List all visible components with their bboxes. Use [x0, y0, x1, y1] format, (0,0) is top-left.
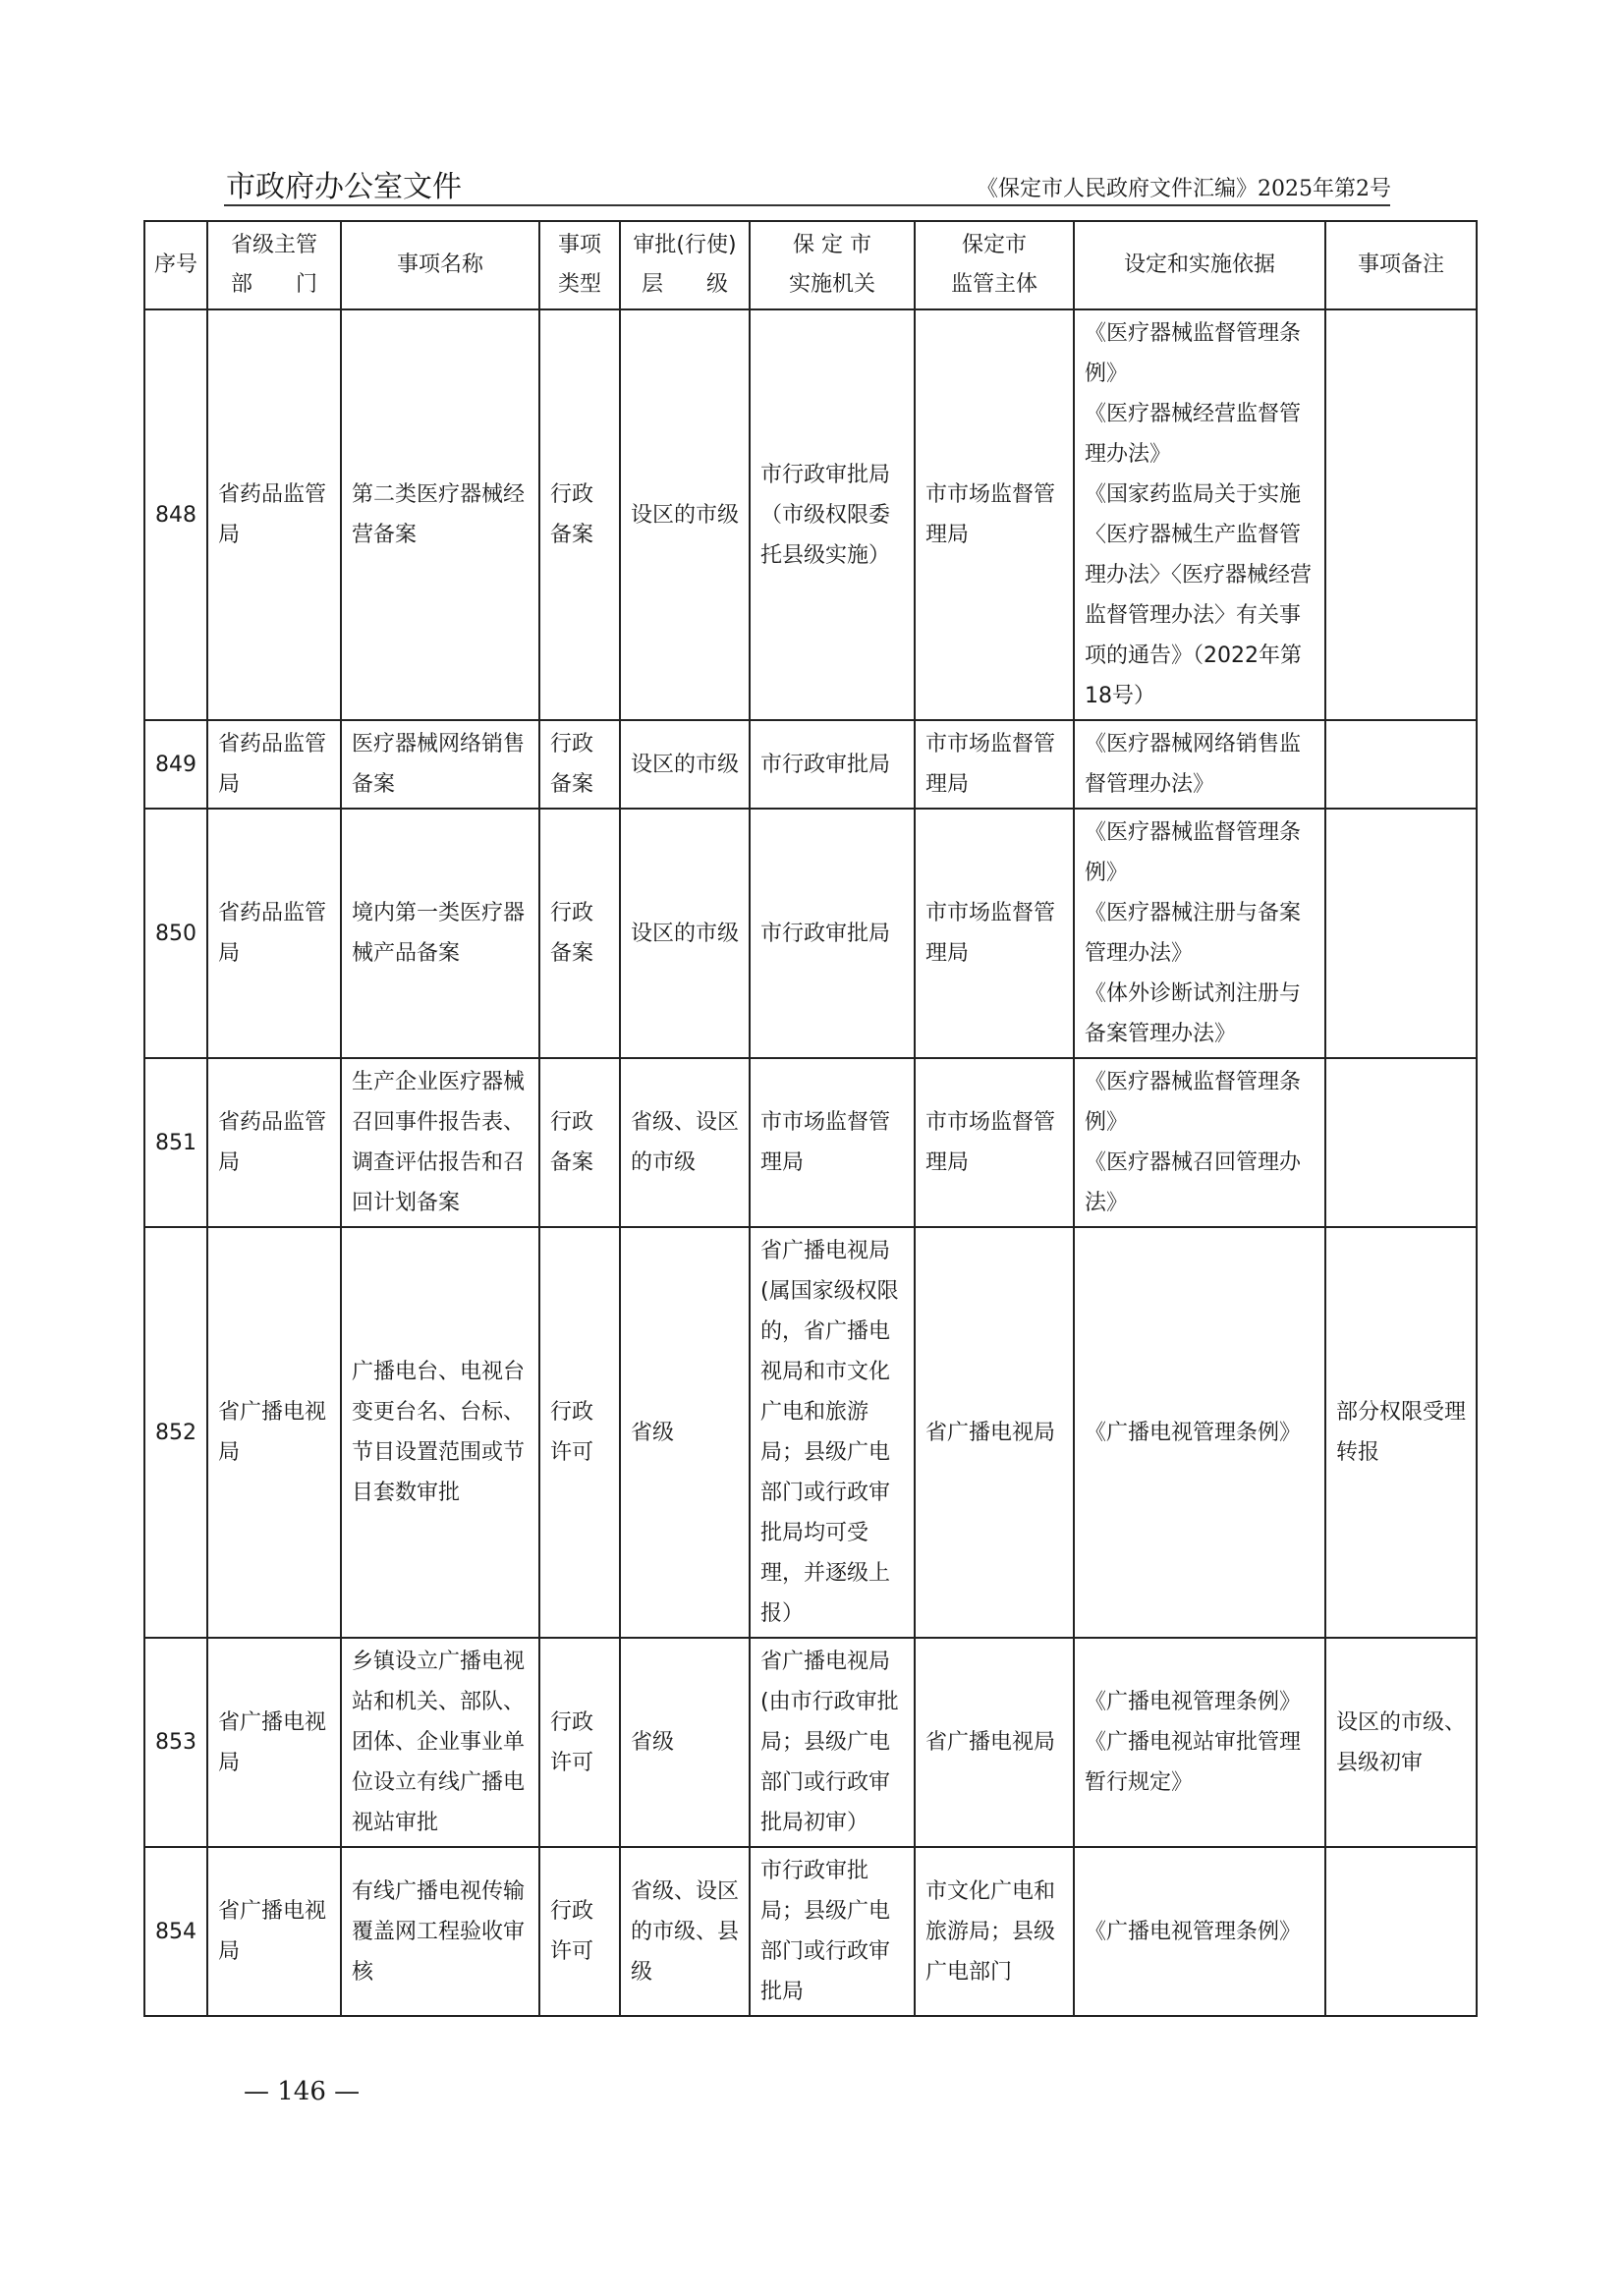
cell-dept: 省药品监管局 [207, 809, 341, 1058]
cell-level: 设区的市级 [620, 720, 750, 809]
cell-supervisor: 市市场监督管理局 [915, 1058, 1074, 1227]
cell-remark [1325, 1058, 1477, 1227]
cell-dept: 省广播电视局 [207, 1847, 341, 2016]
cell-level: 省级、设区的市级、县级 [620, 1847, 750, 2016]
col-header-remark: 事项备注 [1325, 221, 1477, 309]
cell-no: 850 [144, 809, 207, 1058]
table-row [144, 720, 1477, 809]
cell-dept: 省广播电视局 [207, 1227, 341, 1638]
cell-no: 854 [144, 1847, 207, 2016]
table-row [144, 809, 1477, 1058]
cell-no: 853 [144, 1638, 207, 1847]
table-row [144, 1227, 1477, 1638]
cell-agency: 市行政审批局（市级权限委托县级实施） [750, 309, 915, 720]
cell-remark [1325, 809, 1477, 1058]
cell-agency: 市行政审批局；县级广电部门或行政审批局 [750, 1847, 915, 2016]
cell-level: 设区的市级 [620, 309, 750, 720]
cell-supervisor: 市市场监督管理局 [915, 309, 1074, 720]
cell-no: 849 [144, 720, 207, 809]
cell-dept: 省广播电视局 [207, 1638, 341, 1847]
header-divider [224, 204, 1390, 206]
table-row [144, 1847, 1477, 2016]
cell-remark: 部分权限受理转报 [1325, 1227, 1477, 1638]
table-row [144, 1058, 1477, 1227]
cell-remark [1325, 309, 1477, 720]
cell-type: 行政许可 [539, 1638, 620, 1847]
table-row [144, 1638, 1477, 1847]
cell-basis: 《医疗器械监督管理条例》 《医疗器械经营监督管理办法》 《国家药监局关于实施〈医疗器械生产监督管理办法〉〈医疗器械经营监督管理办法〉有关事项的通告》（2022年第18号） [1074, 309, 1325, 720]
compilation-issue-title: 《保定市人民政府文件汇编》2025年第2号 [977, 177, 1391, 201]
col-header-dept: 省级主管 部 门 [207, 221, 341, 309]
cell-name: 有线广播电视传输覆盖网工程验收审核 [341, 1847, 539, 2016]
cell-supervisor: 市市场监督管理局 [915, 720, 1074, 809]
cell-supervisor: 省广播电视局 [915, 1227, 1074, 1638]
cell-supervisor: 省广播电视局 [915, 1638, 1074, 1847]
cell-dept: 省药品监管局 [207, 720, 341, 809]
cell-name: 第二类医疗器械经营备案 [341, 309, 539, 720]
cell-dept: 省药品监管局 [207, 309, 341, 720]
cell-level: 省级 [620, 1227, 750, 1638]
col-header-name: 事项名称 [341, 221, 539, 309]
table-header-row [144, 221, 1477, 309]
cell-type: 行政备案 [539, 720, 620, 809]
cell-basis: 《医疗器械监督管理条例》 《医疗器械召回管理办法》 [1074, 1058, 1325, 1227]
cell-basis: 《医疗器械网络销售监督管理办法》 [1074, 720, 1325, 809]
cell-name: 广播电台、电视台变更台名、台标、节目设置范围或节目套数审批 [341, 1227, 539, 1638]
col-header-agency: 保 定 市 实施机关 [750, 221, 915, 309]
cell-agency: 省广播电视局(属国家级权限的，省广播电视局和市文化广电和旅游局；县级广电部门或行政审批局均可受理，并逐级上报） [750, 1227, 915, 1638]
cell-type: 行政许可 [539, 1227, 620, 1638]
cell-basis: 《广播电视管理条例》 《广播电视站审批管理暂行规定》 [1074, 1638, 1325, 1847]
cell-supervisor: 市文化广电和旅游局；县级广电部门 [915, 1847, 1074, 2016]
cell-remark [1325, 1847, 1477, 2016]
col-header-level: 审批(行使) 层 级 [620, 221, 750, 309]
cell-basis: 《医疗器械监督管理条例》 《医疗器械注册与备案管理办法》 《体外诊断试剂注册与备案管理办法》 [1074, 809, 1325, 1058]
col-header-basis: 设定和实施依据 [1074, 221, 1325, 309]
cell-no: 852 [144, 1227, 207, 1638]
cell-agency: 市行政审批局 [750, 809, 915, 1058]
cell-dept: 省药品监管局 [207, 1058, 341, 1227]
page-number: — 146 — [244, 2077, 361, 2106]
table-row [144, 309, 1477, 720]
cell-supervisor: 市市场监督管理局 [915, 809, 1074, 1058]
cell-name: 医疗器械网络销售备案 [341, 720, 539, 809]
cell-no: 848 [144, 309, 207, 720]
cell-agency: 市市场监督管理局 [750, 1058, 915, 1227]
cell-name: 境内第一类医疗器械产品备案 [341, 809, 539, 1058]
cell-remark: 设区的市级、县级初审 [1325, 1638, 1477, 1847]
cell-level: 省级 [620, 1638, 750, 1847]
cell-no: 851 [144, 1058, 207, 1227]
cell-level: 省级、设区的市级 [620, 1058, 750, 1227]
col-header-no: 序号 [144, 221, 207, 309]
cell-type: 行政备案 [539, 309, 620, 720]
cell-type: 行政许可 [539, 1847, 620, 2016]
cell-basis: 《广播电视管理条例》 [1074, 1227, 1325, 1638]
cell-remark [1325, 720, 1477, 809]
cell-name: 乡镇设立广播电视站和机关、部队、团体、企业事业单位设立有线广播电视站审批 [341, 1638, 539, 1847]
col-header-supervisor: 保定市 监管主体 [915, 221, 1074, 309]
items-table [143, 220, 1478, 2017]
cell-level: 设区的市级 [620, 809, 750, 1058]
col-header-type: 事项 类型 [539, 221, 620, 309]
cell-agency: 省广播电视局(由市行政审批局；县级广电部门或行政审批局初审） [750, 1638, 915, 1847]
document-source-title: 市政府办公室文件 [226, 170, 462, 204]
cell-name: 生产企业医疗器械召回事件报告表、调查评估报告和召回计划备案 [341, 1058, 539, 1227]
cell-type: 行政备案 [539, 809, 620, 1058]
cell-basis: 《广播电视管理条例》 [1074, 1847, 1325, 2016]
cell-agency: 市行政审批局 [750, 720, 915, 809]
cell-type: 行政备案 [539, 1058, 620, 1227]
